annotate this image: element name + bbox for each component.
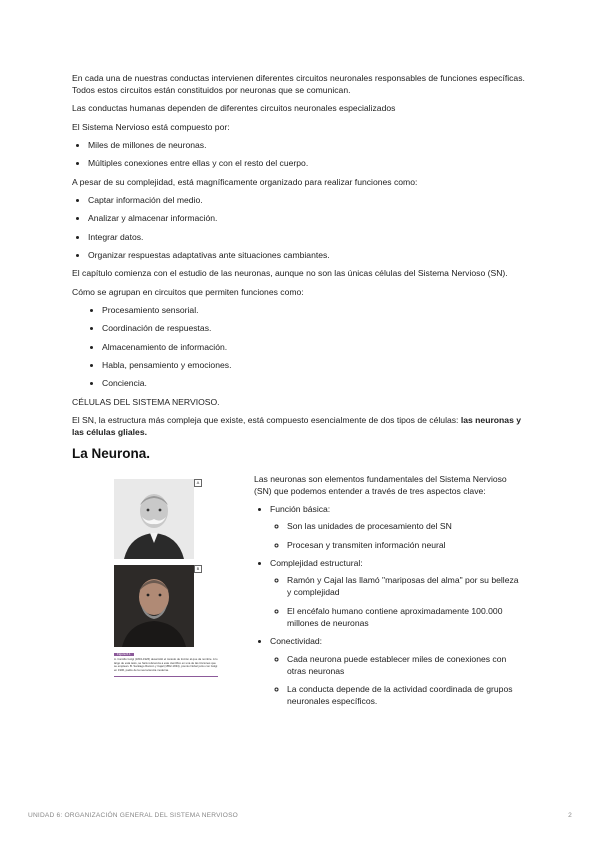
footer-unit-title: UNIDAD 6: ORGANIZACIÓN GENERAL DEL SISTEMA NERVIOSO (28, 812, 239, 819)
list-item: • Integrar datos. (88, 231, 528, 243)
cells-text: El SN, la estructura más compleja que existe, está compuesto esencialmente de dos tipos de células: (72, 414, 461, 425)
sub-item: ◦ El encéfalo humano contiene aproximadamente 100.000 millones de neuronas (287, 605, 524, 629)
aspect-sublist (270, 520, 524, 551)
composition-list (72, 139, 528, 170)
circuits-list (72, 304, 528, 390)
aspect-item (270, 557, 524, 629)
list-item: • Almacenamiento de información. (102, 341, 528, 353)
photo-cajal (114, 565, 200, 647)
functions-list (72, 194, 528, 261)
figure-caption (114, 653, 218, 677)
list-item: • Organizar respuestas adaptativas ante situaciones cambiantes. (88, 249, 528, 261)
sub-item: ◦ Cada neurona puede establecer miles de conexiones con otras neuronas (287, 653, 524, 677)
aspect-sublist (270, 574, 524, 629)
aspect-label: Complejidad estructural: (270, 557, 363, 568)
intro-paragraph: En cada una de nuestras conductas intervienen diferentes circuitos neuronales responsables de funciones específicas. Todos estos circuitos están constituidos por neuronas que se comunican. (72, 73, 525, 96)
list-item: • Múltiples conexiones entre ellas y con el resto del cuerpo. (88, 157, 528, 169)
sub-item: ◦ La conducta depende de la actividad coordinada de grupos neuronales específicos. (287, 683, 524, 707)
list-item: • Conciencia. (102, 377, 528, 389)
caption-rule (114, 676, 218, 677)
portrait-a-image (114, 479, 194, 559)
section-title: La Neurona. (72, 446, 151, 462)
list-item: • Habla, pensamiento y emociones. (102, 359, 528, 371)
neuron-section (72, 473, 528, 743)
aspect-label: Función básica: (270, 503, 331, 514)
cells-bold: las neuronas y las células gliales. (72, 414, 522, 438)
cells-heading: CÉLULAS DEL SISTEMA NERVIOSO. (72, 396, 220, 407)
aspect-sublist (270, 653, 524, 708)
caption-head: Figura 6.1 (114, 653, 134, 657)
caption-text: A. Camillo Golgi (1843-1926) desarrolló el método de tinción al que da nombre. A lo largo de esta tesis, se hará referencia a este científico en una de las tinciones que se emplean. B. Santiago Ramón y Cajal (1852-1934), premio Nobel junto con Golgi en 1906, padre de la neurociencia moderna. (114, 657, 218, 672)
page-number: 2 (568, 812, 572, 819)
functions-lead: A pesar de su complejidad, está magníficamente organizado para realizar funciones como: (72, 176, 418, 187)
list-item: • Analizar y almacenar información. (88, 212, 528, 224)
aspect-item (270, 635, 524, 707)
aspect-label: Conectividad: (270, 636, 323, 647)
figure-tag-b: B (194, 565, 202, 573)
aspect-item (270, 503, 524, 551)
aspects-list (254, 503, 524, 708)
composition-lead: El Sistema Nervioso está compuesto por: (72, 121, 230, 132)
sub-item: ◦ Procesan y transmiten información neural (287, 539, 524, 551)
circuits-lead: Cómo se agrupan en circuitos que permiten funciones como: (72, 286, 304, 297)
figure (114, 479, 244, 677)
subheading-circuits: Las conductas humanas dependen de diferentes circuitos neuronales especializados (72, 103, 396, 114)
list-item: • Coordinación de respuestas. (102, 322, 528, 334)
chapter-paragraph: El capítulo comienza con el estudio de las neuronas, aunque no son las únicas células del Sistema Nervioso (SN). (72, 268, 508, 279)
cells-paragraph (72, 414, 528, 438)
neuron-description (254, 473, 524, 714)
list-item: • Procesamiento sensorial. (102, 304, 528, 316)
sub-item: ◦ Son las unidades de procesamiento del SN (287, 520, 524, 532)
figure-tag-a: A (194, 479, 202, 487)
neuron-intro: Las neuronas son elementos fundamentales del Sistema Nervioso (SN) que podemos entender a través de tres aspectos clave: (254, 473, 507, 496)
list-item: • Captar información del medio. (88, 194, 528, 206)
page-footer (28, 812, 572, 819)
photo-golgi (114, 479, 200, 559)
portrait-b-image (114, 565, 194, 647)
list-item: • Miles de millones de neuronas. (88, 139, 528, 151)
sub-item: ◦ Ramón y Cajal las llamó "mariposas del alma" por su belleza y complejidad (287, 574, 524, 598)
page-content (72, 72, 528, 743)
